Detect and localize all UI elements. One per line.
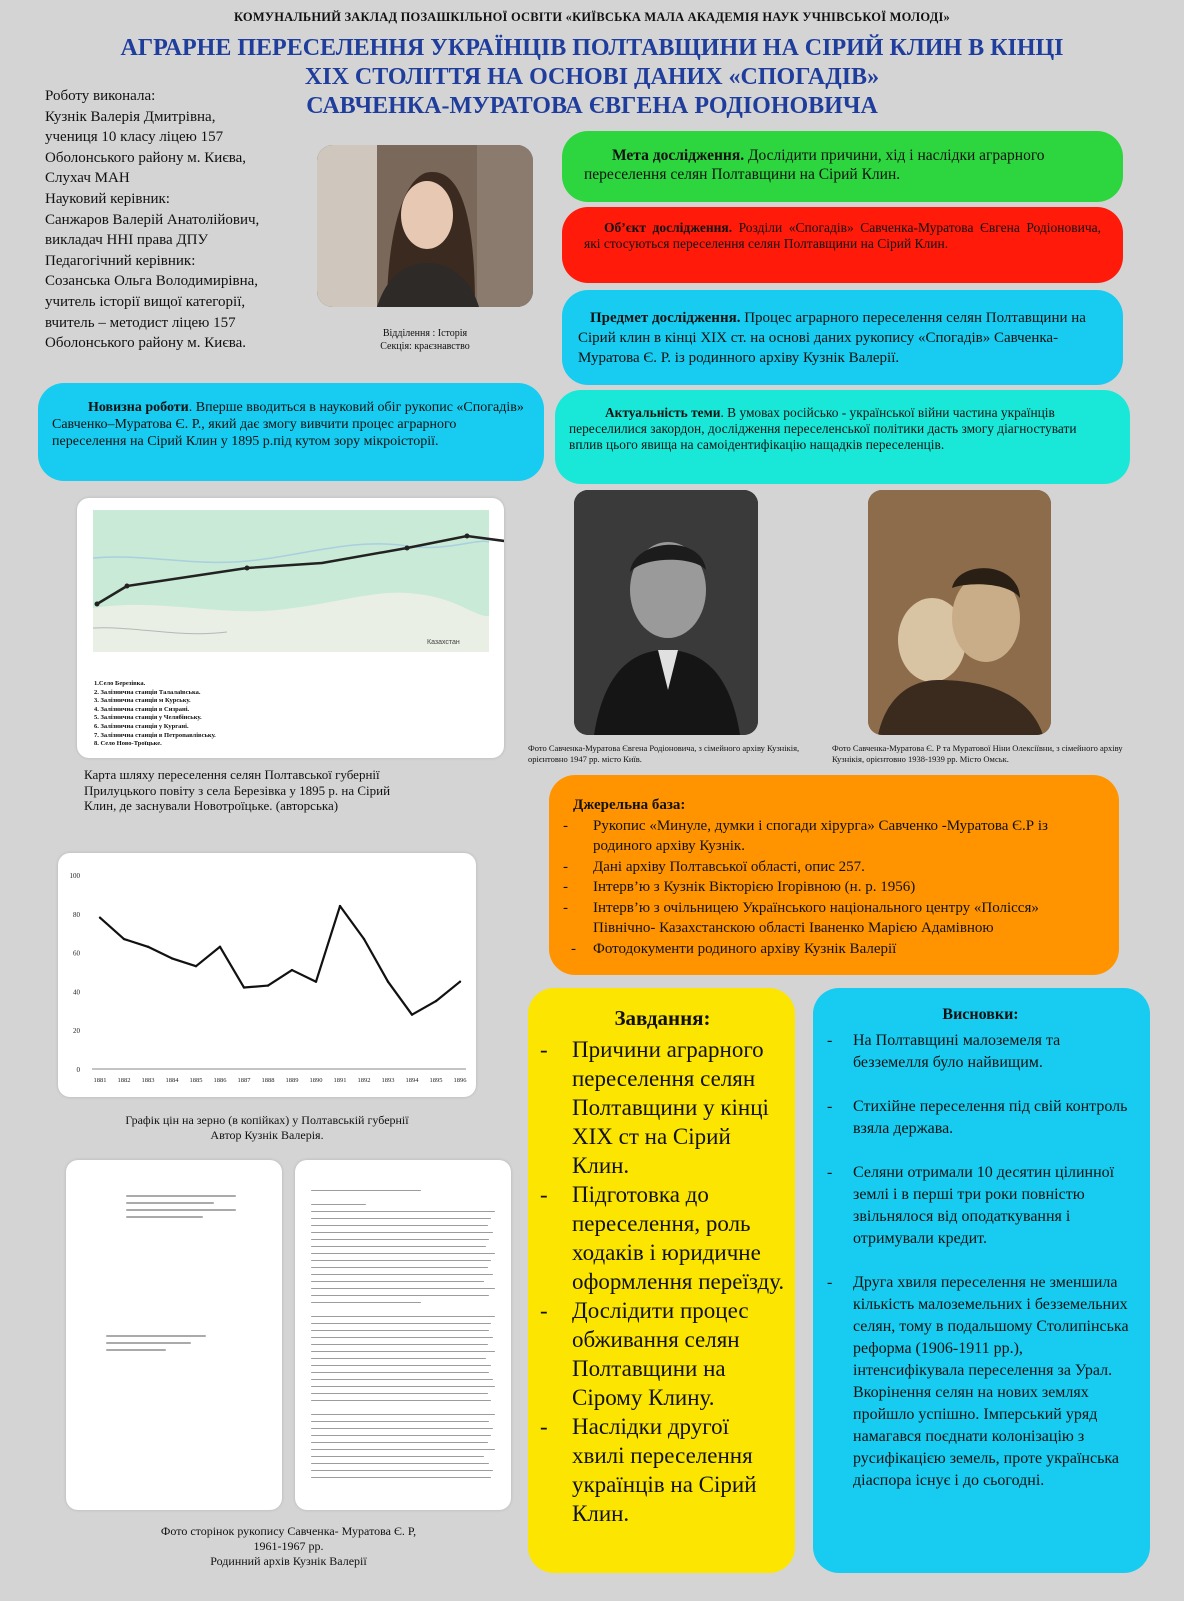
x-tick-label: 1891 (333, 1077, 347, 1084)
author-line: учитель історії вищої категорії, (45, 293, 246, 310)
manuscript-line (311, 1232, 493, 1234)
tasks-title: Завдання: (614, 1006, 711, 1030)
author-info (45, 86, 295, 354)
author-line: викладач ННІ права ДПУ (45, 232, 209, 249)
data-point (267, 984, 269, 986)
legend-item: 3. Залізнична станція м Курську. (94, 697, 191, 705)
manuscript-line (311, 1379, 493, 1381)
price-chart (58, 853, 476, 1097)
manuscript-line (311, 1267, 488, 1269)
manuscript-line (311, 1365, 491, 1367)
conclusions-title: Висновки: (942, 1006, 1019, 1023)
chart-caption-line: Графік цін на зерно (в копійках) у Полтавській губернії (125, 1113, 409, 1127)
manuscript-line (311, 1316, 495, 1318)
photo-caption-2: Фото Савченка-Муратова Є. Р та Муратової Ніни Олексіївни, з сімейного архіву Кузнікія, орієнтовно 1938-1939 рр. Місто Омськ. (832, 743, 1123, 764)
legend-item: 2. Залізнична станція Талалаївська. (94, 688, 201, 696)
legend-item: 5. Залізнична станція у Челябінську. (94, 714, 202, 722)
manuscript-line (311, 1442, 488, 1444)
manuscript-line (311, 1225, 488, 1227)
relevance-text: . В умовах російсько - української війни частина українців переселилися закордон, дослідження переселенської політики дасть змогу діагностувати вплив цього явища на самоідентифікацію нащадків переселенців. (569, 405, 1077, 453)
manuscript-line (311, 1428, 493, 1430)
author-line: Педагогічний керівник: (45, 252, 196, 269)
x-tick-label: 1884 (165, 1077, 179, 1084)
y-tick-label: 0 (76, 1066, 80, 1074)
data-point (147, 946, 149, 948)
route-map (77, 498, 504, 658)
data-point (411, 1013, 413, 1015)
author-line: Созанська Ольга Володимирівна, (45, 273, 259, 290)
manuscript-line (311, 1295, 489, 1297)
manuscript-line (311, 1302, 421, 1304)
manuscript-line (311, 1330, 489, 1332)
manuscript-line (311, 1190, 421, 1192)
list-item: - Інтерв’ю з Кузнік Вікторією Ігорівною (н. р. 1956) (563, 879, 916, 895)
manuscript-caption (66, 1524, 511, 1569)
manuscript-line (311, 1414, 495, 1416)
historical-photo-2 (868, 490, 1051, 735)
department-info (330, 327, 520, 353)
manuscript-line (311, 1351, 495, 1353)
list-item: - Друга хвиля переселення не зменшила кількість малоземельних і безземельних селян, тому в подальшому Столипінська реформа (1906-1911 рр.), інтенсифікувала переселення за Урал. Вкорінення селян на нових землях пройшло успішно. Імперський уряд намагався поєднати колонізацію з русифікацією земель, проте українська діаспора існує і до сьогодні. (827, 1274, 1129, 1489)
subject-label: Предмет дослідження. (590, 310, 741, 326)
author-line: вчитель – методист ліцею 157 (45, 314, 236, 331)
list-item: - Інтерв’ю з очільницею Українського національного центру «Полісся» Північно- Казахстанскою області Іваненко Марією Адамівною (563, 899, 1039, 936)
list-item: - Підготовка до переселення, роль ходаків і юридичне оформлення переїзду. (540, 1182, 785, 1294)
data-point (387, 981, 389, 983)
tasks-box (528, 988, 795, 1573)
historical-photo-1 (574, 490, 758, 735)
author-line: Слухач МАН (45, 170, 130, 187)
data-point (219, 946, 221, 948)
data-point (459, 981, 461, 983)
manuscript-title-block (106, 1330, 206, 1356)
subject-text: Процес аграрного переселення селян Полтавщини на Сірий клин в кінці ХІХ ст. на основі даних рукопису «Спогадів» Савченка-Муратова Є. Р. із родинного архіву Кузнік Валерії. (578, 310, 1086, 366)
y-tick-label: 100 (69, 872, 80, 880)
author-line: учениця 10 класу ліцею 157 (45, 129, 224, 146)
author-line: Кузнік Валерія Дмитрівна, (45, 108, 216, 125)
data-point (435, 1000, 437, 1002)
novelty-label: Новизна роботи (88, 400, 189, 415)
sources-title: Джерельна база: (573, 797, 686, 813)
object-label: Об’єкт дослідження. (604, 220, 733, 235)
route-map-card (77, 498, 504, 758)
manuscript-line (311, 1421, 489, 1423)
object-text: Розділи «Спогадів» Савченка-Муратова Євгена Родіоновича, які стосуються переселення селян Полтавщини на Сірий Клин. (584, 220, 1101, 251)
x-tick-label: 1896 (453, 1077, 467, 1084)
x-tick-label: 1890 (309, 1077, 323, 1084)
manuscript-line (311, 1386, 495, 1388)
manuscript-line (311, 1372, 489, 1374)
x-tick-label: 1893 (381, 1077, 395, 1084)
chart-caption (58, 1113, 476, 1143)
manuscript-line (311, 1288, 495, 1290)
manuscript-line (311, 1470, 493, 1472)
y-tick-label: 40 (73, 988, 80, 997)
x-tick-label: 1887 (237, 1077, 251, 1084)
author-line: Санжаров Валерій Анатолійович, (45, 211, 260, 228)
data-point (315, 981, 317, 983)
manuscript-line (311, 1218, 491, 1220)
goal-text: Дослідити причини, хід і наслідки аграрного переселення селян Полтавщини на Сірий Клин. (584, 147, 1045, 183)
data-point (243, 986, 245, 988)
manuscript-line (311, 1344, 488, 1346)
data-point (99, 916, 101, 918)
manuscript-page-left (66, 1160, 282, 1510)
manuscript-line (311, 1323, 491, 1325)
relevance-label: Актуальність теми (605, 405, 721, 420)
chart-caption-line: Автор Кузнік Валерія. (210, 1128, 324, 1142)
x-tick-label: 1886 (213, 1077, 227, 1084)
sources-list (563, 816, 1099, 960)
x-tick-label: 1881 (93, 1077, 107, 1084)
list-item: - Стихійне переселення під свій контроль взяла держава. (827, 1098, 1128, 1137)
manuscript-line (311, 1456, 484, 1458)
manuscript-line (311, 1358, 486, 1360)
x-tick-label: 1882 (117, 1077, 131, 1084)
manuscript-line (311, 1239, 489, 1241)
subject-box (562, 290, 1123, 385)
manuscript-line (311, 1260, 491, 1262)
x-tick-label: 1894 (405, 1077, 419, 1084)
manuscript-line (311, 1435, 491, 1437)
manuscript-line (311, 1253, 495, 1255)
conclusions-box (813, 988, 1150, 1573)
legend-item: 7. Залізнична станція в Петропавлівську. (94, 731, 216, 739)
list-item: - Дані архіву Полтавської області, опис 257. (563, 858, 865, 875)
relevance-box (555, 390, 1130, 484)
list-item: - Фотодокументи родиного архіву Кузнік Валерії (571, 940, 897, 957)
list-item: - Дослідити процес обживання селян Полтавщини на Сірому Клину. (540, 1298, 749, 1410)
legend-item: 6. Залізнична станція у Кургані. (94, 722, 189, 730)
list-item: - Причини аграрного переселення селян Полтавщини у кінці ХІХ ст на Сірий Клин. (540, 1037, 769, 1178)
map-caption: Карта шляху переселення селян Полтавської губернії Прилуцького повіту з села Березівка у 1895 р. на Сірий Клин, де заснували Новотроїцьке. (авторська) (84, 767, 391, 813)
author-line: Оболонського району м. Києва, (45, 149, 247, 166)
sources-box (549, 775, 1119, 975)
author-line: Оболонського району м. Києва. (45, 335, 247, 352)
object-box (562, 207, 1123, 283)
x-tick-label: 1892 (357, 1077, 371, 1084)
section-label: Секція: краєзнавство (380, 341, 470, 352)
data-point (171, 957, 173, 959)
x-tick-label: 1888 (261, 1077, 275, 1084)
price-chart-card (58, 853, 476, 1097)
manuscript-caption-line: 1961-1967 рр. (253, 1539, 324, 1553)
manuscript-line (311, 1400, 491, 1402)
institution-header: КОМУНАЛЬНИЙ ЗАКЛАД ПОЗАШКІЛЬНОЇ ОСВІТИ «КИЇВСЬКА МАЛА АКАДЕМІЯ НАУК УЧНІВСЬКОЇ МОЛОДІ» (233, 10, 951, 24)
data-point (363, 938, 365, 940)
manuscript-page-right (295, 1160, 511, 1510)
list-item: - Рукопис «Минуле, думки і спогади хірурга» Савченко -Муратова Є.Р із родиного архіву Кузнік. (563, 817, 1048, 854)
list-item: - На Полтавщині малоземеля та безземелля було найвищим. (827, 1032, 1061, 1071)
legend-item: 1.Село Березівка. (94, 680, 146, 687)
y-tick-label: 80 (73, 910, 80, 919)
manuscript-line (311, 1463, 489, 1465)
manuscript-text-block (126, 1190, 236, 1223)
manuscript-line (311, 1274, 493, 1276)
tasks-list (540, 1035, 785, 1528)
author-line: Науковий керівник: (45, 190, 170, 207)
price-series-line (100, 906, 460, 1015)
manuscript-line (311, 1246, 486, 1248)
x-tick-label: 1889 (285, 1077, 299, 1084)
novelty-text: . Вперше вводиться в науковий обіг рукопис «Спогадів» Савченко–Муратова Є. Р., який дає змогу вивчити процес аграрного переселення на Сірий Клин у 1895 р.під кутом зору мікроісторії. (52, 400, 524, 449)
manuscript-line (311, 1477, 491, 1479)
manuscript-line (311, 1449, 495, 1451)
manuscript-line (311, 1393, 488, 1395)
author-photo (317, 145, 533, 307)
list-item: - Селяни отримали 10 десятин цілинної землі і в перші три роки повністю звільнялося від оподаткування і отримували кредит. (827, 1164, 1115, 1247)
y-tick-label: 60 (73, 949, 80, 958)
manuscript-line (311, 1211, 495, 1213)
goal-label: Мета дослідження. (612, 147, 745, 164)
y-tick-label: 20 (73, 1027, 80, 1036)
data-point (339, 905, 341, 907)
legend-item: 8. Село Ново-Троїцьке. (94, 740, 162, 748)
department-label: Відділення : Історія (382, 328, 468, 339)
photo-caption-1: Фото Савченка-Муратова Євгена Родіоновича, з сімейного архіву Кузнікія, орієнтовно 1947 рр. місто Київ. (528, 743, 800, 764)
title-line-3: САВЧЕНКА-МУРАТОВА ЄВГЕНА РОДІОНОВИЧА (306, 93, 878, 119)
map-label-kazakhstan: Казахстан (427, 639, 460, 646)
manuscript-line (311, 1337, 493, 1339)
manuscript-caption-line: Фото сторінок рукопису Савченка- Муратова Є. Р, (160, 1524, 417, 1538)
manuscript-line (311, 1281, 484, 1283)
list-item: - Наслідки другої хвилі переселення українців на Сірий Клин. (540, 1414, 757, 1526)
manuscript-line (311, 1204, 366, 1206)
novelty-box (38, 383, 544, 481)
manuscript-text-lines (311, 1184, 495, 1484)
manuscript-caption-line: Родинний архів Кузнік Валерії (210, 1554, 367, 1568)
goal-box (562, 131, 1123, 202)
legend-item: 4. Залізнична станція в Сизрані. (94, 705, 190, 713)
conclusions-list (827, 1030, 1134, 1492)
x-tick-label: 1885 (189, 1077, 203, 1084)
author-line: Роботу виконала: (45, 88, 156, 104)
data-point (291, 969, 293, 971)
data-point (123, 938, 125, 940)
map-legend (94, 680, 216, 749)
title-line-2: ХІХ СТОЛІТТЯ НА ОСНОВІ ДАНИХ «СПОГАДІВ» (304, 64, 880, 90)
data-point (195, 965, 197, 967)
x-tick-label: 1883 (141, 1077, 155, 1084)
x-tick-label: 1895 (429, 1077, 443, 1084)
title-line-1: АГРАРНЕ ПЕРЕСЕЛЕННЯ УКРАЇНЦІВ ПОЛТАВЩИНИ НА СІРИЙ КЛИН В КІНЦІ (120, 35, 1064, 61)
